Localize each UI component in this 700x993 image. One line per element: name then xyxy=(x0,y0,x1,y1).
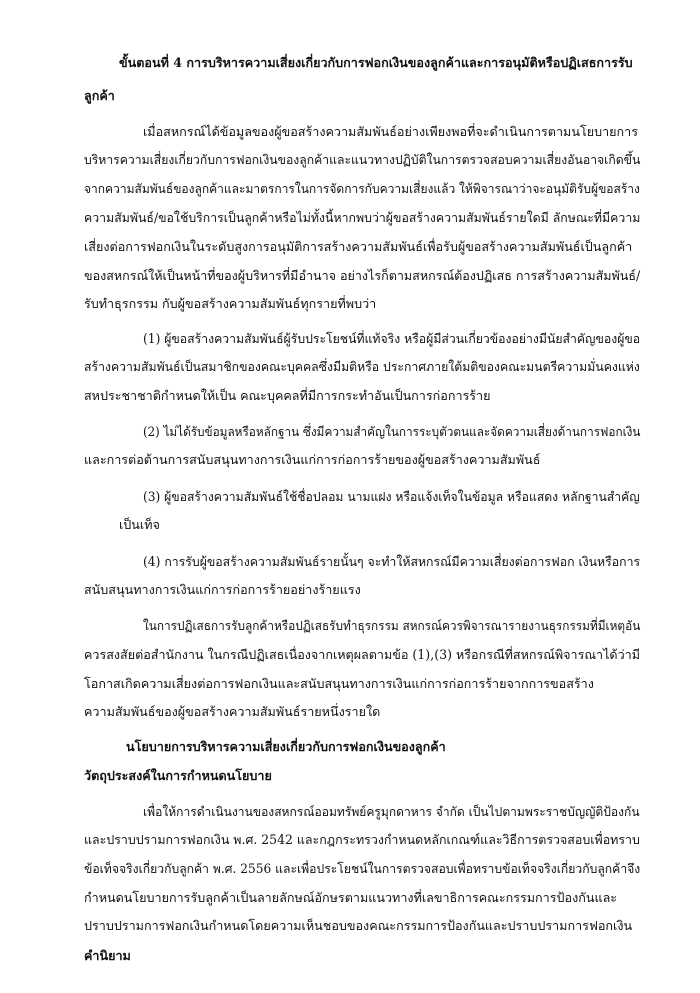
list-item-1-line: สหประชาชาติกำหนดให้เป็น คณะบุคคลที่มีการกระทำอันเป็นการก่อการร้าย xyxy=(84,388,491,403)
paragraph-2-line: โอกาสเกิดความเสี่ยงต่อการฟอกเงินและสนับสนุนทางการเงินแก่การก่อการร้ายจากการขอสร้าง xyxy=(84,676,594,691)
list-item-2-line: และการต่อต้านการสนับสนุนทางการเงินแก่การก่อการร้ายของผู้ขอสร้างความสัมพันธ์ xyxy=(84,452,541,467)
list-item-3-line: เป็นเท็จ xyxy=(119,517,160,532)
definitions-title: คำนิยาม xyxy=(84,948,131,963)
paragraph-3-line: และปราบปรามการฟอกเงิน พ.ศ. 2542 และกฎกระทรวงกำหนดหลักเกณฑ์และวิธีการตรวจสอบเพื่อทราบ xyxy=(84,832,640,847)
paragraph-3-line: ปราบปรามการฟอกเงินกำหนดโดยความเห็นชอบของคณะกรรมการป้องกันและปราบปรามการฟอกเงิน xyxy=(84,918,633,933)
list-item-1-line: (1) ผู้ขอสร้างความสัมพันธ์ผู้รับประโยชน์ที่แท้จริง หรือผู้มีส่วนเกี่ยวข้องอย่างมีนัยสำคัญของผู้ขอ xyxy=(143,331,641,346)
paragraph-3-line: ข้อเท็จจริงเกี่ยวกับลูกค้า พ.ศ. 2556 และเพื่อประโยชน์ในการตรวจสอบเพื่อทราบข้อเท็จจริงเกี่ยวกับลูกค้าจึง xyxy=(84,861,641,876)
objective-title: วัตถุประสงค์ในการกำหนดนโยบาย xyxy=(84,768,272,783)
paragraph-2-line: ในการปฏิเสธการรับลูกค้าหรือปฏิเสธรับทำธุรกรรม สหกรณ์ควรพิจารณารายงานธุรกรรมที่มีเหตุอัน xyxy=(143,618,641,633)
list-item-1-line: สร้างความสัมพันธ์เป็นสมาชิกของคณะบุคคลซึ่งมีมติหรือ ประกาศภายใต้มติของคณะมนตรีความมั่นคงแห่ง xyxy=(84,359,640,374)
paragraph-1-line: ความสัมพันธ์/ขอใช้บริการเป็นลูกค้าหรือไม่ทั้งนี้หากพบว่าผู้ขอสร้างความสัมพันธ์รายใดมี ลักษณะที่มีความ xyxy=(84,210,641,225)
paragraph-1-line: บริหารความเสี่ยงเกี่ยวกับการฟอกเงินของลูกค้าและแนวทางปฏิบัติในการตรวจสอบความเสี่ยงอันอาจเกิดขึ้น xyxy=(84,152,641,167)
list-item-3-line: (3) ผู้ขอสร้างความสัมพันธ์ใช้ชื่อปลอม นามแฝง หรือแจ้งเท็จในข้อมูล หรือแสดง หลักฐานสำคัญ xyxy=(143,489,640,504)
paragraph-2-line: ความสัมพันธ์ของผู้ขอสร้างความสัมพันธ์รายหนึ่งรายใด xyxy=(84,704,381,719)
paragraph-1-line: รับทำธุรกรรม กับผู้ขอสร้างความสัมพันธ์ทุกรายที่พบว่า xyxy=(84,296,377,311)
list-item-4-line: สนับสนุนทางการเงินแก่การก่อการร้ายอย่างร้ายแรง xyxy=(84,582,361,597)
list-item-4-line: (4) การรับผู้ขอสร้างความสัมพันธ์รายนั้นๆ จะทำให้สหกรณ์มีความเสี่ยงต่อการฟอก เงินหรือการ xyxy=(143,554,641,569)
paragraph-1-line: เมื่อสหกรณ์ได้ข้อมูลของผู้ขอสร้างความสัมพันธ์อย่างเพียงพอที่จะดำเนินการตามนโยบายการ xyxy=(143,124,638,139)
section-heading-line-1: ขั้นตอนที่ 4 การบริหารความเสี่ยงเกี่ยวกับการฟอกเงินของลูกค้าและการอนุมัติหรือปฏิเสธการรับ xyxy=(119,55,633,70)
section-heading-line-2: ลูกค้า xyxy=(84,88,115,103)
policy-title: นโยบายการบริหารความเสี่ยงเกี่ยวกับการฟอกเงินของลูกค้า xyxy=(126,739,446,754)
paragraph-1-line: จากความสัมพันธ์ของลูกค้าและมาตรการในการจัดการกับความเสี่ยงแล้ว ให้พิจารณาว่าจะอนุมัติรับผู้ขอสร้าง xyxy=(84,181,640,196)
paragraph-1-line: ของสหกรณ์ให้เป็นหน้าที่ของผู้บริหารที่มีอำนาจ อย่างไรก็ตามสหกรณ์ต้องปฏิเสธ การสร้างความสัมพันธ์/ xyxy=(84,268,641,283)
paragraph-2-line: ควรสงสัยต่อสำนักงาน ในกรณีปฏิเสธเนื่องจากเหตุผลตามข้อ (1),(3) หรือกรณีที่สหกรณ์พิจารณาได้ว่ามี xyxy=(84,647,640,662)
list-item-2-line: (2) ไม่ได้รับข้อมูลหรือหลักฐาน ซึ่งมีความสำคัญในการระบุตัวตนและจัดความเสี่ยงด้านการฟอกเงิน xyxy=(143,424,641,439)
paragraph-1-line: เสี่ยงต่อการฟอกเงินในระดับสูงการอนุมัติการสร้างความสัมพันธ์เพื่อรับผู้ขอสร้างความสัมพันธ์เป็นลูกค้า xyxy=(84,239,633,254)
paragraph-3-line: เพื่อให้การดำเนินงานของสหกรณ์ออมทรัพย์ครูมุกดาหาร จำกัด เป็นไปตามพระราชบัญญัติป้องกัน xyxy=(143,804,640,819)
paragraph-3-line: กำหนดนโยบายการรับลูกค้าเป็นลายลักษณ์อักษรตามแนวทางที่เลขาธิการคณะกรรมการป้องกันและ xyxy=(84,890,618,905)
